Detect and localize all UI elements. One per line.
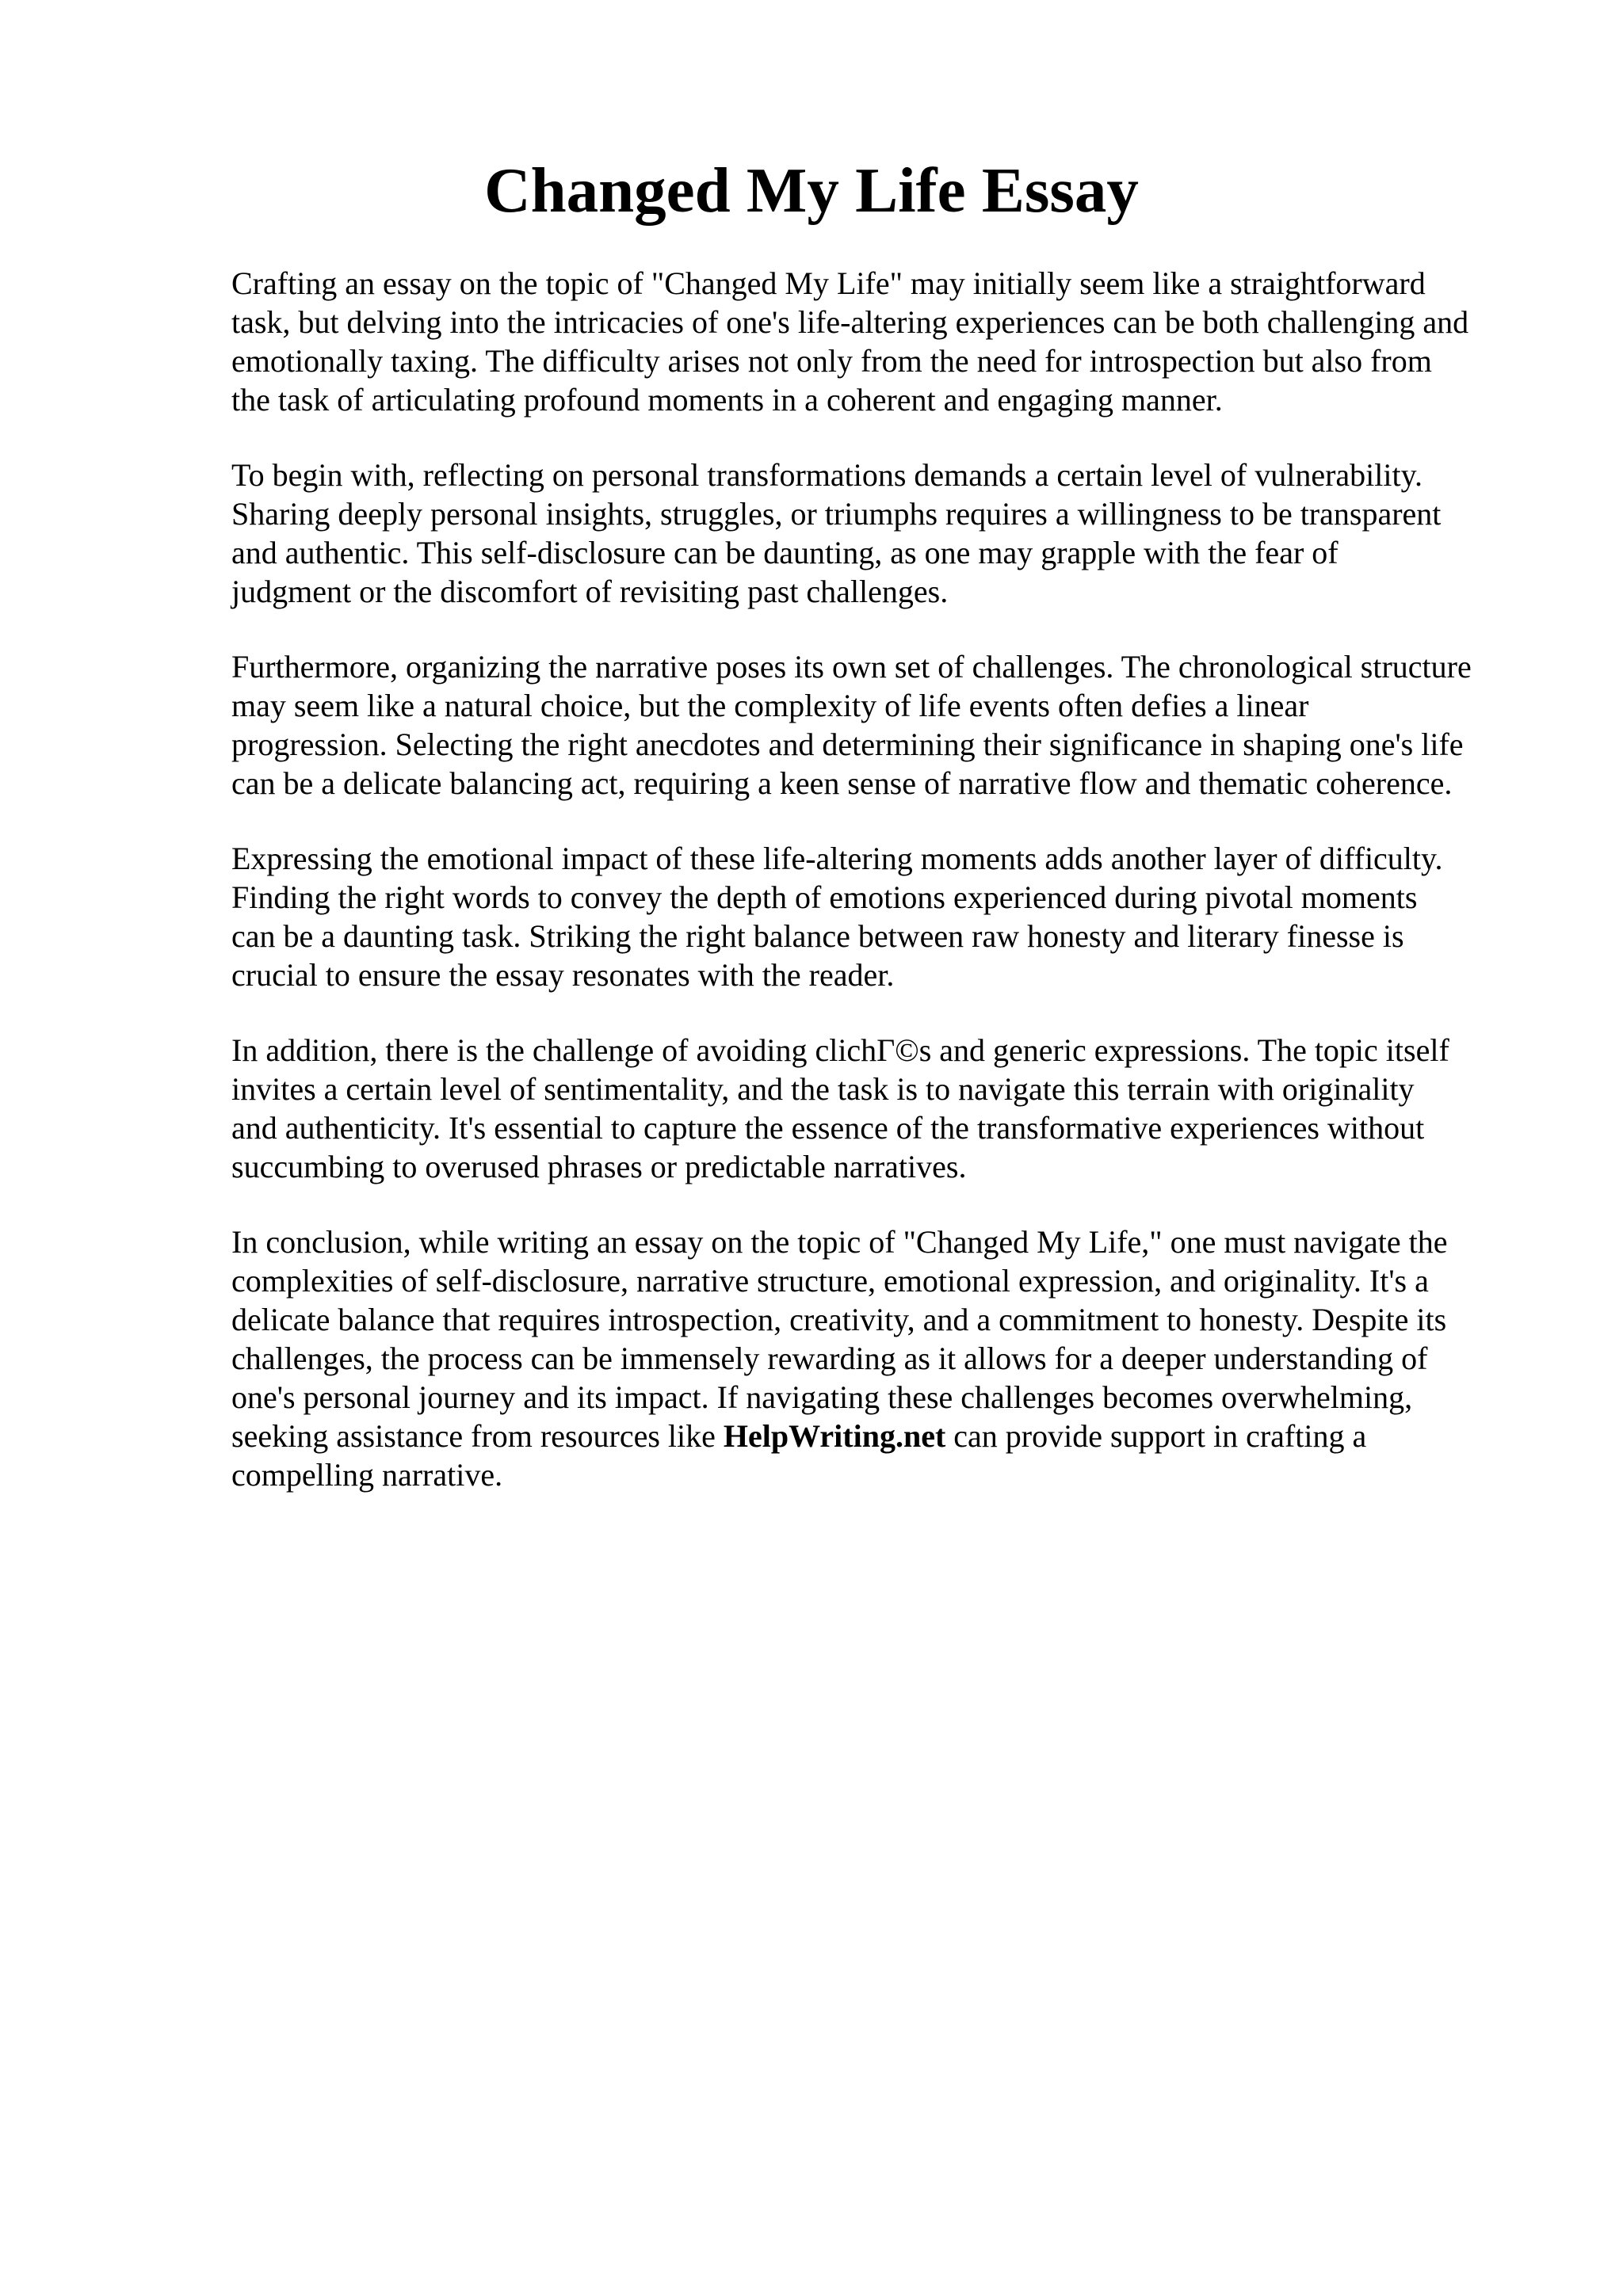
essay-body: [231, 264, 1563, 1494]
paragraph-intro: Crafting an essay on the topic of "Changed My Life" may initially seem like a straightforward task, but delving into the intricacies of one's life-altering experiences can be both challenging and emotionally taxing. The difficulty arises not only from the need for introspection but also from the task of articulating profound moments in a coherent and engaging manner.: [231, 265, 1469, 418]
paragraph-organization: Furthermore, organizing the narrative poses its own set of challenges. The chronological structure may seem like a natural choice, but the complexity of life events often defies a linear progression. Selecting the right anecdotes and determining their significance in shaping one's life can be a delicate balancing act, requiring a keen sense of narrative flow and thematic coherence.: [231, 649, 1472, 801]
conclusion-text-after-link: can provide support in crafting a compelling narrative.: [231, 1418, 1367, 1493]
page-title: Changed My Life Essay: [484, 154, 1139, 226]
paragraph-cliches: In addition, there is the challenge of avoiding clichΓ©s and generic expressions. The topic itself invites a certain level of sentimentality, and the task is to navigate this terrain with originality and authenticity. It's essential to capture the essence of the transformative experiences without succumbing to overused phrases or predictable narratives.: [231, 1032, 1449, 1184]
helpwriting-link[interactable]: HelpWriting.net: [723, 1418, 946, 1454]
paragraph-conclusion: [231, 1222, 1563, 1494]
conclusion-text-before-link: In conclusion, while writing an essay on the topic of "Changed My Life," one must navigate the complexities of self-disclosure, narrative structure, emotional expression, and originality. It's a delicate balance that requires introspection, creativity, and a commitment to honesty. Despite its challenges, the process can be immensely rewarding as it allows for a deeper understanding of one's personal journey and its impact. If navigating these challenges becomes overwhelming, seeking assistance from resources like: [231, 1224, 1448, 1454]
paragraph-emotional-impact: Expressing the emotional impact of these life-altering moments adds another layer of difficulty. Finding the right words to convey the depth of emotions experienced during pivotal moments can be a daunting task. Striking the right balance between raw honesty and literary finesse is crucial to ensure the essay resonates with the reader.: [231, 841, 1443, 993]
paragraph-vulnerability: To begin with, reflecting on personal transformations demands a certain level of vulnerability. Sharing deeply personal insights, struggles, or triumphs requires a willingness to be transparent and authentic. This self-disclosure can be daunting, as one may grapple with the fear of judgment or the discomfort of revisiting past challenges.: [231, 457, 1442, 609]
